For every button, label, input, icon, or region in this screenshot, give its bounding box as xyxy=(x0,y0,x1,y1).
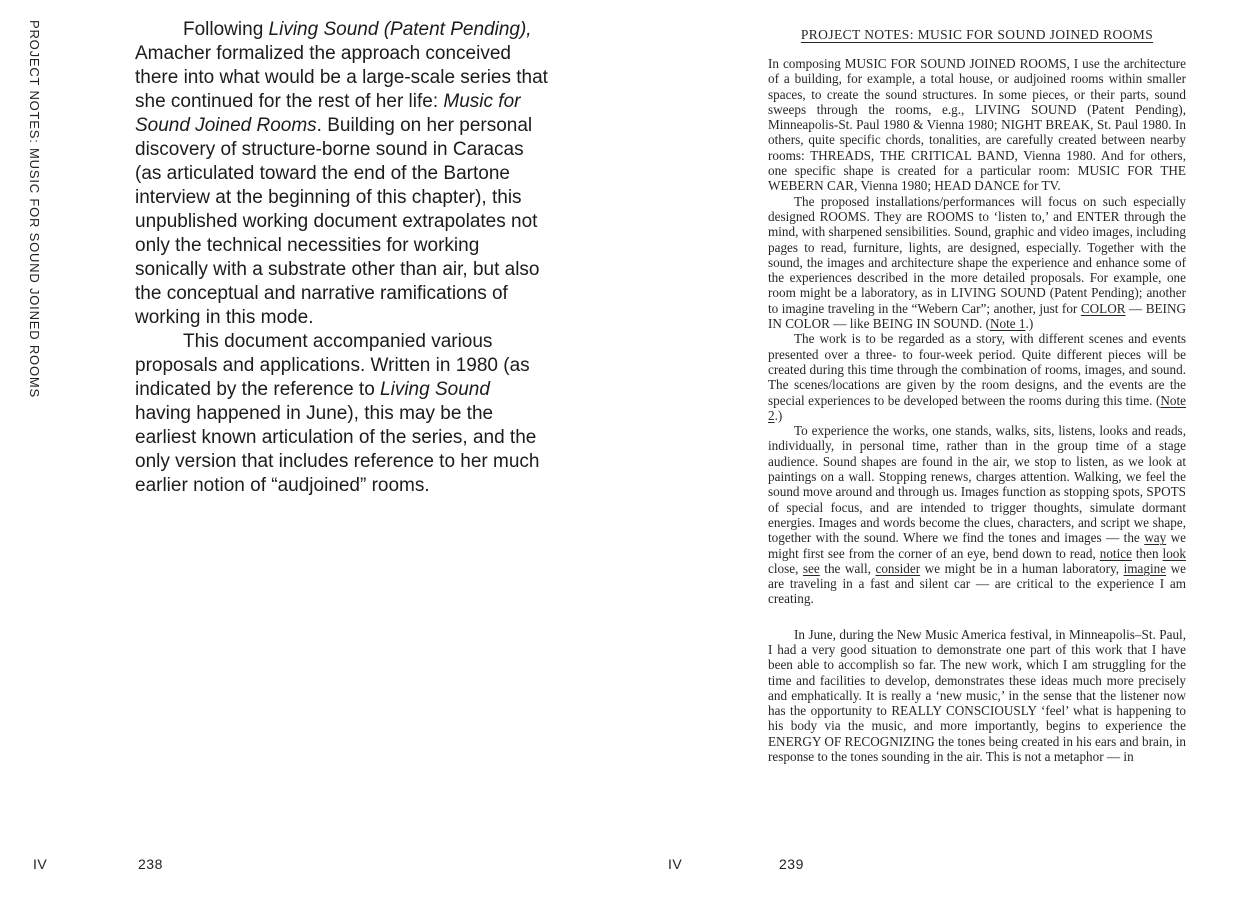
text-run: The proposed installations/performances will focus on such especially designed ROOMS. They are ROOMS to ‘listen to,’ and ENTER through the mind, with sharpened sensibilities. Sound, graphic and video images, including pages to read, furniture, lights, are designed, especially. Together with the sound, the images and architecture shape the experience and enhance some of the experiences described in the more detailed proposals. For example, one room might be a laboratory, as in LIVING SOUND (Patent Pending); another to imagine traveling in the “Webern Car”; another, just for xyxy=(768,193,1186,316)
underlined-text-run: notice xyxy=(1099,545,1132,561)
text-run: having happened in June), this may be the earliest known articulation of the series, and the only version that includes reference to her much earlier notion of “audjoined” rooms. xyxy=(135,403,540,496)
underlined-text-run: look xyxy=(1162,545,1186,561)
underlined-text-run: Note 2 xyxy=(768,392,1186,423)
text-run: This document accompanied various proposals and applications. Written in 1980 (as indicated by the reference to xyxy=(135,331,530,400)
text-run: In June, during the New Music America festival, in Minneapolis–St. Paul, I had a very good situation to demonstrate one part of this work that I have been able to accomplish so far. The new work, which I am struggling for the time and facilities to develop, demonstrates these ideas much more precisely and emphatically. It is really a ‘new music,’ in the sense that the listener now has the opportunity to REALLY CONSCIOUSLY ‘feel’ what is happening to his body via the music, and more importantly, begins to experience the ENERGY OF RECOGNIZING the tones being created in his ears and brain, in response to the tones sounding in the air. This is not a metaphor — in xyxy=(768,626,1186,765)
text-run: — BEING IN COLOR — like BEING IN SOUND. ( xyxy=(768,300,1186,332)
paragraph xyxy=(135,330,550,498)
left-page-number: 238 xyxy=(138,856,163,872)
underlined-text-run: way xyxy=(1144,530,1167,546)
text-run: .) xyxy=(774,407,783,423)
right-text-column xyxy=(768,56,1186,764)
underlined-text-run: consider xyxy=(875,560,921,576)
text-run: In composing MUSIC FOR SOUND JOINED ROOMS, I use the architecture of a building, for example, a total house, or audjoined rooms within smaller spaces, to create the sound structures. In some pieces, or their parts, sound sweeps through the rooms, e.g., LIVING SOUND (Patent Pending), Minneapolis-St. Paul 1980 & Vienna 1980; NIGHT BREAK, St. Paul 1980. In others, quite specific chords, tonalities, are carefully created between nearby rooms: THREADS, THE CRITICAL BAND, Vienna 1980. And for others, one specific shape is created for a particular room: MUSIC FOR THE WEBERN CAR, Vienna 1980; HEAD DANCE for TV. xyxy=(768,56,1186,194)
left-chapter-numeral: IV xyxy=(33,856,48,872)
text-run: we are traveling in a fast and silent car — are critical to the experience I am creating. xyxy=(768,560,1186,607)
text-run: Following xyxy=(183,19,269,40)
paragraph xyxy=(768,627,1186,765)
underlined-text-run: imagine xyxy=(1123,560,1167,576)
text-run: Amacher formalized the approach conceived there into what would be a large-scale series that she continued for the rest of her life: xyxy=(135,43,548,112)
paragraph xyxy=(135,18,550,330)
text-run: .) xyxy=(1025,316,1034,332)
underlined-text-run: see xyxy=(802,560,820,576)
text-run: The work is to be regarded as a story, with different scenes and events presented over a three- to four-week period. Quite different pieces will be created during this time through the combination of rooms, images, and sound. The scenes/locations are given by the room designs, and the events are the special experiences to be developed between the rooms during this time. ( xyxy=(768,331,1186,408)
text-run: close, xyxy=(768,560,803,576)
paragraph xyxy=(768,331,1186,423)
right-page-number: 239 xyxy=(779,856,804,872)
paragraph xyxy=(768,56,1186,194)
underlined-text-run: COLOR xyxy=(1080,300,1126,316)
text-run: we might first see from the corner of an eye, bend down to read, xyxy=(768,530,1186,561)
text-run: we might be in a human laboratory, xyxy=(920,560,1124,576)
italic-text-run: Living Sound (Patent Pending), xyxy=(268,19,532,40)
paragraph xyxy=(768,423,1186,607)
text-run: the wall, xyxy=(819,560,876,576)
underlined-text-run: Note 1 xyxy=(989,316,1026,332)
right-page-running-head: PROJECT NOTES: MUSIC FOR SOUND JOINED ROOMS xyxy=(800,27,1154,42)
paragraph xyxy=(768,194,1186,332)
text-run: then xyxy=(1131,545,1163,561)
right-chapter-numeral: IV xyxy=(668,856,683,872)
italic-text-run: Music for Sound Joined Rooms xyxy=(135,91,521,136)
text-run: To experience the works, one stands, walks, sits, listens, looks and reads, individually, in personal time, rather than in the group time of a stage audience. Sound shapes are found in the air, we stop to listen, as we look at paintings on a wall. Stopping renews, charges attention. Walking, we feel the sound move around and through us. Images function as stopping spots, SPOTS of special focus, and are intended to trigger thoughts, simulate dormant energies. Images and words become the clues, characters, and script we shape, together with the sound. Where we find the tones and images — the xyxy=(768,423,1186,546)
italic-text-run: Living Sound xyxy=(380,379,490,400)
left-text-column xyxy=(135,18,550,498)
text-run: . Building on her personal discovery of structure-borne sound in Caracas (as articulated toward the end of the Bartone interview at the beginning of this chapter), this unpublished working document extrapolates not only the technical necessities for working sonically with a substrate other than air, but also the conceptual and narrative ramifications of working in this mode. xyxy=(135,115,540,328)
left-page-running-head: PROJECT NOTES: MUSIC FOR SOUND JOINED ROOMS xyxy=(27,20,42,398)
